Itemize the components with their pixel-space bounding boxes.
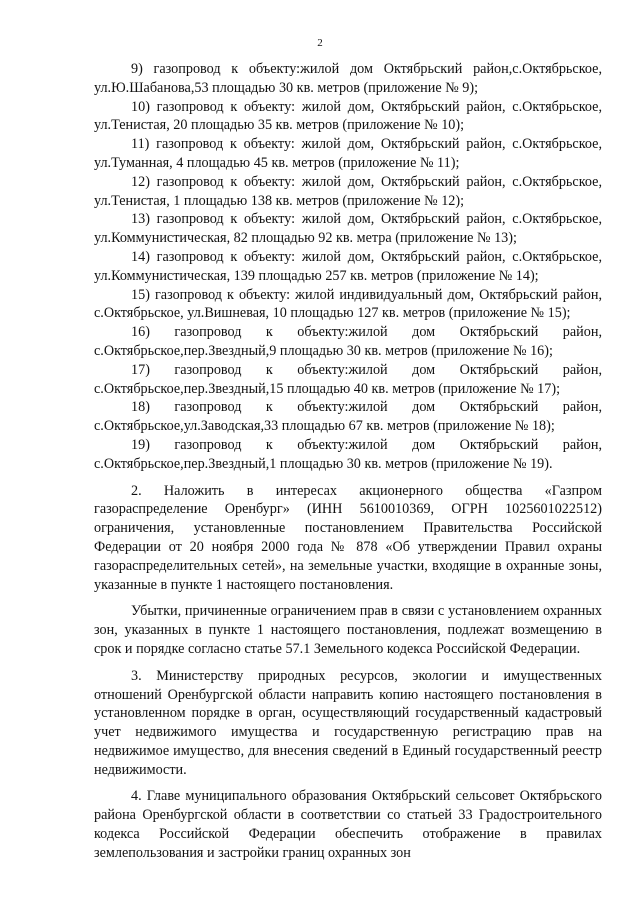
list-item-18: 18) газопровод к объекту:жилой дом Октябрьский район, с.Октябрьское,ул.Заводская,33 площадью 67 кв. метров (приложение № 18); xyxy=(94,399,602,435)
page-number: 2 xyxy=(317,37,323,49)
clause-3-paragraph: 3. Министерству природных ресурсов, экологии и имущественных отношений Оренбургской области направить копию настоящего постановления в установленном порядке в орган, осуществляющий государственный кадастровый учет недвижимого имущества и государственную регистрацию прав на недвижимое имущество, для внесения сведений в Единый государственный реестр недвижимости. xyxy=(94,667,602,778)
list-item-12: 12) газопровод к объекту: жилой дом, Октябрьский район, с.Октябрьское, ул.Тенистая, 1 площадью 138 кв. метров (приложение № 12); xyxy=(94,173,602,209)
list-item-16: 16) газопровод к объекту:жилой дом Октябрьский район, с.Октябрьское,пер.Звездный,9 площадью 30 кв. метров (приложение № 16); xyxy=(94,324,602,359)
list-item-10: 10) газопровод к объекту: жилой дом, Октябрьский район, с.Октябрьское, ул.Тенистая, 20 площадью 35 кв. метров (приложение № 10); xyxy=(94,98,602,134)
clause-4-paragraph: 4. Главе муниципального образования Октябрьский сельсовет Октябрьского района Оренбургской области в соответствии со статьей 33 Градостроительного кодекса Российской Федерации обеспечить отображение в правилах землепользования и застройки границ охранных зон xyxy=(94,788,602,861)
list-item-19: 19) газопровод к объекту:жилой дом Октябрьский район, с.Октябрьское,пер.Звездный,1 площадью 30 кв. метров (приложение № 19). xyxy=(94,436,602,472)
list-item-14: 14) газопровод к объекту: жилой дом, Октябрьский район, с.Октябрьское, ул.Коммунистическая, 139 площадью 257 кв. метров (приложение № 14); xyxy=(94,248,602,284)
list-item-9: 9) газопровод к объекту:жилой дом Октябрьский район,с.Октябрьское, ул.Ю.Шабанова,53 площадью 30 кв. метров (приложение № 9); xyxy=(94,61,602,96)
clause-2-paragraph: 2. Наложить в интересах акционерного общества «Газпром газораспределение Оренбург» (ИНН 5610010369, ОГРН 1025601022512) ограничения, установленные постановлением Правительства Российской Федерации от 20 ноября 2000 года № 878 «Об утверждении Правил охраны газораспределительных сетей», на земельные участки, входящие в охранные зоны, указанные в пункте 1 настоящего постановления. xyxy=(94,482,602,593)
list-item-15: 15) газопровод к объекту: жилой индивидуальный дом, Октябрьский район, с.Октябрьское, ул.Вишневая, 10 площадью 127 кв. метров (приложение № 15); xyxy=(94,286,602,322)
list-item-17: 17) газопровод к объекту:жилой дом Октябрьский район, с.Октябрьское,пер.Звездный,15 площадью 40 кв. метров (приложение № 17); xyxy=(94,361,602,397)
losses-paragraph: Убытки, причиненные ограничением прав в связи с установлением охранных зон, указанных в пункте 1 настоящего постановления, подлежат возмещению в срок и порядке согласно статье 57.1 Земельного кодекса Российской Федерации. xyxy=(94,603,602,657)
list-item-11: 11) газопровод к объекту: жилой дом, Октябрьский район, с.Октябрьское, ул.Туманная, 4 площадью 45 кв. метров (приложение № 11); xyxy=(94,136,602,171)
list-item-13: 13) газопровод к объекту: жилой дом, Октябрьский район, с.Октябрьское, ул.Коммунистическая, 82 площадью 92 кв. метра (приложение № 13); xyxy=(94,211,602,247)
document-body xyxy=(94,60,602,863)
